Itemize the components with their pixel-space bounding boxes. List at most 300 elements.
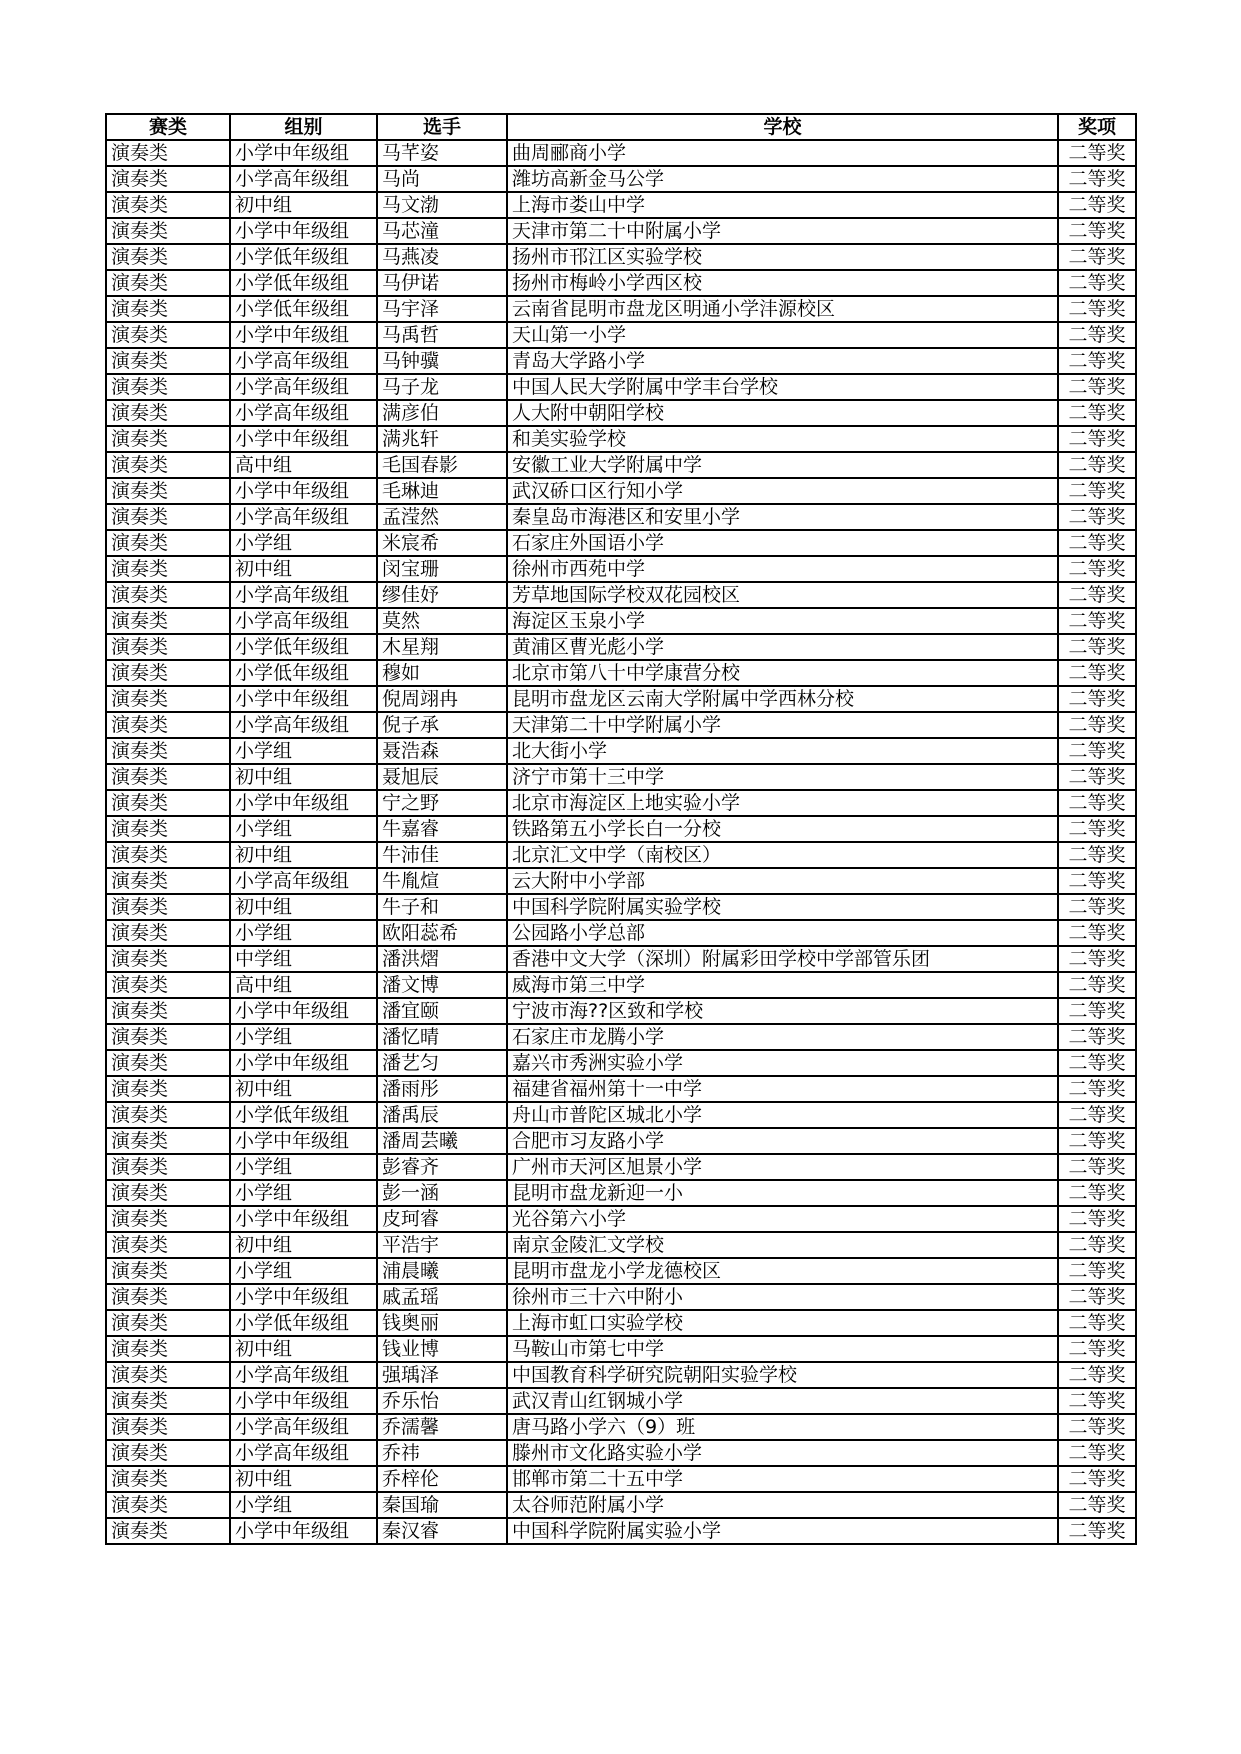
cell-category: 演奏类: [106, 348, 230, 374]
cell-school: 黄浦区曹光彪小学: [507, 634, 1058, 660]
cell-group: 初中组: [230, 1232, 377, 1258]
cell-category: 演奏类: [106, 1310, 230, 1336]
cell-category: 演奏类: [106, 738, 230, 764]
cell-player: 乔濡馨: [377, 1414, 507, 1440]
table-row: [106, 1232, 1136, 1258]
cell-category: 演奏类: [106, 296, 230, 322]
cell-player: 马伊诺: [377, 270, 507, 296]
cell-group: 小学中年级组: [230, 998, 377, 1024]
cell-award: 二等奖: [1058, 400, 1136, 426]
cell-school: 人大附中朝阳学校: [507, 400, 1058, 426]
table-row: [106, 1466, 1136, 1492]
cell-school: 嘉兴市秀洲实验小学: [507, 1050, 1058, 1076]
cell-group: 小学高年级组: [230, 1362, 377, 1388]
cell-player: 马宇泽: [377, 296, 507, 322]
table-row: [106, 972, 1136, 998]
cell-school: 海淀区玉泉小学: [507, 608, 1058, 634]
cell-award: 二等奖: [1058, 348, 1136, 374]
cell-school: 邯郸市第二十五中学: [507, 1466, 1058, 1492]
cell-group: 小学高年级组: [230, 166, 377, 192]
cell-group: 小学组: [230, 1154, 377, 1180]
cell-category: 演奏类: [106, 244, 230, 270]
cell-award: 二等奖: [1058, 790, 1136, 816]
cell-category: 演奏类: [106, 478, 230, 504]
header-player: 选手: [377, 114, 507, 140]
cell-player: 莫然: [377, 608, 507, 634]
table-row: [106, 582, 1136, 608]
cell-player: 乔祎: [377, 1440, 507, 1466]
table-row: [106, 764, 1136, 790]
cell-award: 二等奖: [1058, 582, 1136, 608]
cell-school: 滕州市文化路实验小学: [507, 1440, 1058, 1466]
cell-school: 北大街小学: [507, 738, 1058, 764]
cell-player: 聂旭辰: [377, 764, 507, 790]
cell-category: 演奏类: [106, 1128, 230, 1154]
cell-school: 上海市娄山中学: [507, 192, 1058, 218]
cell-school: 北京汇文中学（南校区）: [507, 842, 1058, 868]
cell-category: 演奏类: [106, 556, 230, 582]
cell-award: 二等奖: [1058, 426, 1136, 452]
cell-group: 小学中年级组: [230, 426, 377, 452]
cell-award: 二等奖: [1058, 1258, 1136, 1284]
cell-category: 演奏类: [106, 686, 230, 712]
cell-group: 小学低年级组: [230, 660, 377, 686]
cell-group: 小学低年级组: [230, 296, 377, 322]
table-row: [106, 1414, 1136, 1440]
table-row: [106, 296, 1136, 322]
cell-player: 马钟骥: [377, 348, 507, 374]
cell-award: 二等奖: [1058, 634, 1136, 660]
cell-category: 演奏类: [106, 1258, 230, 1284]
cell-category: 演奏类: [106, 1336, 230, 1362]
cell-player: 倪周翊冉: [377, 686, 507, 712]
table-row: [106, 998, 1136, 1024]
cell-player: 戚孟瑶: [377, 1284, 507, 1310]
cell-category: 演奏类: [106, 1154, 230, 1180]
cell-group: 小学组: [230, 738, 377, 764]
table-row: [106, 712, 1136, 738]
table-row: [106, 166, 1136, 192]
cell-award: 二等奖: [1058, 1128, 1136, 1154]
table-row: [106, 1388, 1136, 1414]
cell-group: 小学组: [230, 1258, 377, 1284]
table-row: [106, 504, 1136, 530]
cell-group: 初中组: [230, 556, 377, 582]
cell-school: 中国科学院附属实验学校: [507, 894, 1058, 920]
cell-player: 强瑀泽: [377, 1362, 507, 1388]
table-row: [106, 1258, 1136, 1284]
cell-category: 演奏类: [106, 322, 230, 348]
cell-school: 潍坊高新金马公学: [507, 166, 1058, 192]
cell-player: 平浩宇: [377, 1232, 507, 1258]
cell-group: 小学低年级组: [230, 1102, 377, 1128]
cell-category: 演奏类: [106, 1206, 230, 1232]
table-row: [106, 894, 1136, 920]
header-group: 组别: [230, 114, 377, 140]
cell-group: 初中组: [230, 894, 377, 920]
cell-award: 二等奖: [1058, 660, 1136, 686]
cell-school: 唐马路小学六（9）班: [507, 1414, 1058, 1440]
cell-group: 小学低年级组: [230, 270, 377, 296]
cell-school: 北京市第八十中学康营分校: [507, 660, 1058, 686]
cell-category: 演奏类: [106, 400, 230, 426]
table-row: [106, 400, 1136, 426]
table-row: [106, 1050, 1136, 1076]
cell-player: 孟滢然: [377, 504, 507, 530]
cell-school: 云大附中小学部: [507, 868, 1058, 894]
cell-player: 米宸希: [377, 530, 507, 556]
cell-category: 演奏类: [106, 816, 230, 842]
cell-player: 倪子承: [377, 712, 507, 738]
table-row: [106, 322, 1136, 348]
cell-school: 天津市第二十中附属小学: [507, 218, 1058, 244]
cell-group: 小学高年级组: [230, 374, 377, 400]
cell-player: 牛胤煊: [377, 868, 507, 894]
table-row: [106, 1336, 1136, 1362]
table-row: [106, 1102, 1136, 1128]
table-row: [106, 1518, 1136, 1544]
cell-school: 秦皇岛市海港区和安里小学: [507, 504, 1058, 530]
cell-player: 马尚: [377, 166, 507, 192]
cell-school: 福建省福州第十一中学: [507, 1076, 1058, 1102]
cell-group: 小学高年级组: [230, 1414, 377, 1440]
table-row: [106, 426, 1136, 452]
cell-player: 马文渤: [377, 192, 507, 218]
cell-group: 初中组: [230, 1336, 377, 1362]
cell-player: 潘雨彤: [377, 1076, 507, 1102]
cell-player: 闵宝珊: [377, 556, 507, 582]
cell-award: 二等奖: [1058, 244, 1136, 270]
cell-school: 青岛大学路小学: [507, 348, 1058, 374]
cell-group: 中学组: [230, 946, 377, 972]
cell-player: 潘洪熠: [377, 946, 507, 972]
cell-group: 小学低年级组: [230, 244, 377, 270]
table-row: [106, 1206, 1136, 1232]
cell-school: 昆明市盘龙小学龙德校区: [507, 1258, 1058, 1284]
cell-school: 天山第一小学: [507, 322, 1058, 348]
cell-group: 小学低年级组: [230, 1310, 377, 1336]
cell-category: 演奏类: [106, 972, 230, 998]
cell-category: 演奏类: [106, 998, 230, 1024]
cell-group: 小学组: [230, 1024, 377, 1050]
cell-category: 演奏类: [106, 1180, 230, 1206]
cell-award: 二等奖: [1058, 816, 1136, 842]
cell-award: 二等奖: [1058, 1206, 1136, 1232]
cell-school: 威海市第三中学: [507, 972, 1058, 998]
cell-school: 曲周郦商小学: [507, 140, 1058, 166]
cell-player: 皮珂睿: [377, 1206, 507, 1232]
table-row: [106, 1180, 1136, 1206]
cell-award: 二等奖: [1058, 1232, 1136, 1258]
cell-school: 铁路第五小学长白一分校: [507, 816, 1058, 842]
cell-school: 徐州市西苑中学: [507, 556, 1058, 582]
cell-group: 小学组: [230, 1180, 377, 1206]
cell-category: 演奏类: [106, 192, 230, 218]
cell-award: 二等奖: [1058, 1440, 1136, 1466]
cell-award: 二等奖: [1058, 140, 1136, 166]
cell-player: 彭一涵: [377, 1180, 507, 1206]
table-row: [106, 1362, 1136, 1388]
cell-group: 小学中年级组: [230, 1388, 377, 1414]
cell-award: 二等奖: [1058, 1024, 1136, 1050]
table-row: [106, 816, 1136, 842]
cell-award: 二等奖: [1058, 868, 1136, 894]
cell-category: 演奏类: [106, 452, 230, 478]
cell-group: 小学中年级组: [230, 1284, 377, 1310]
cell-award: 二等奖: [1058, 296, 1136, 322]
cell-award: 二等奖: [1058, 1362, 1136, 1388]
cell-group: 小学高年级组: [230, 608, 377, 634]
cell-category: 演奏类: [106, 920, 230, 946]
cell-category: 演奏类: [106, 868, 230, 894]
cell-award: 二等奖: [1058, 1518, 1136, 1544]
table-row: [106, 374, 1136, 400]
cell-group: 小学中年级组: [230, 218, 377, 244]
table-row: [106, 1440, 1136, 1466]
cell-category: 演奏类: [106, 166, 230, 192]
cell-player: 聂浩森: [377, 738, 507, 764]
cell-award: 二等奖: [1058, 1050, 1136, 1076]
cell-award: 二等奖: [1058, 1180, 1136, 1206]
cell-award: 二等奖: [1058, 712, 1136, 738]
cell-school: 南京金陵汇文学校: [507, 1232, 1058, 1258]
cell-group: 小学中年级组: [230, 1206, 377, 1232]
cell-category: 演奏类: [106, 1518, 230, 1544]
table-row: [106, 218, 1136, 244]
cell-category: 演奏类: [106, 582, 230, 608]
cell-category: 演奏类: [106, 504, 230, 530]
cell-category: 演奏类: [106, 374, 230, 400]
table-row: [106, 946, 1136, 972]
cell-award: 二等奖: [1058, 972, 1136, 998]
cell-player: 乔乐怡: [377, 1388, 507, 1414]
cell-award: 二等奖: [1058, 1076, 1136, 1102]
cell-category: 演奏类: [106, 1466, 230, 1492]
cell-group: 小学高年级组: [230, 868, 377, 894]
cell-group: 高中组: [230, 452, 377, 478]
cell-player: 穆如: [377, 660, 507, 686]
cell-group: 小学高年级组: [230, 504, 377, 530]
cell-category: 演奏类: [106, 1492, 230, 1518]
cell-school: 天津第二十中学附属小学: [507, 712, 1058, 738]
cell-group: 小学组: [230, 530, 377, 556]
cell-group: 初中组: [230, 842, 377, 868]
cell-category: 演奏类: [106, 140, 230, 166]
cell-school: 石家庄市龙腾小学: [507, 1024, 1058, 1050]
cell-player: 宁之野: [377, 790, 507, 816]
cell-school: 徐州市三十六中附小: [507, 1284, 1058, 1310]
cell-school: 济宁市第十三中学: [507, 764, 1058, 790]
cell-category: 演奏类: [106, 608, 230, 634]
cell-award: 二等奖: [1058, 738, 1136, 764]
cell-group: 小学中年级组: [230, 1128, 377, 1154]
cell-category: 演奏类: [106, 218, 230, 244]
cell-group: 小学中年级组: [230, 790, 377, 816]
cell-group: 初中组: [230, 764, 377, 790]
cell-school: 昆明市盘龙新迎一小: [507, 1180, 1058, 1206]
cell-category: 演奏类: [106, 530, 230, 556]
cell-player: 浦晨曦: [377, 1258, 507, 1284]
cell-player: 秦国瑜: [377, 1492, 507, 1518]
cell-player: 潘忆晴: [377, 1024, 507, 1050]
cell-player: 满彦伯: [377, 400, 507, 426]
table-row: [106, 1128, 1136, 1154]
cell-award: 二等奖: [1058, 1102, 1136, 1128]
cell-school: 光谷第六小学: [507, 1206, 1058, 1232]
cell-school: 昆明市盘龙区云南大学附属中学西林分校: [507, 686, 1058, 712]
cell-school: 中国教育科学研究院朝阳实验学校: [507, 1362, 1058, 1388]
table-row: [106, 244, 1136, 270]
cell-player: 牛沛佳: [377, 842, 507, 868]
cell-player: 缪佳妤: [377, 582, 507, 608]
cell-award: 二等奖: [1058, 1284, 1136, 1310]
cell-group: 小学高年级组: [230, 400, 377, 426]
cell-group: 小学中年级组: [230, 478, 377, 504]
cell-player: 马禹哲: [377, 322, 507, 348]
cell-category: 演奏类: [106, 1414, 230, 1440]
cell-player: 彭睿齐: [377, 1154, 507, 1180]
cell-award: 二等奖: [1058, 608, 1136, 634]
cell-category: 演奏类: [106, 270, 230, 296]
cell-category: 演奏类: [106, 1102, 230, 1128]
header-row: [106, 114, 1136, 140]
cell-award: 二等奖: [1058, 452, 1136, 478]
cell-award: 二等奖: [1058, 1492, 1136, 1518]
cell-award: 二等奖: [1058, 374, 1136, 400]
header-award: 奖项: [1058, 114, 1136, 140]
cell-group: 小学中年级组: [230, 686, 377, 712]
cell-award: 二等奖: [1058, 218, 1136, 244]
cell-category: 演奏类: [106, 894, 230, 920]
cell-group: 高中组: [230, 972, 377, 998]
table-row: [106, 1284, 1136, 1310]
cell-school: 武汉硚口区行知小学: [507, 478, 1058, 504]
cell-player: 马芯潼: [377, 218, 507, 244]
cell-award: 二等奖: [1058, 270, 1136, 296]
table-row: [106, 348, 1136, 374]
cell-group: 初中组: [230, 1466, 377, 1492]
cell-category: 演奏类: [106, 1050, 230, 1076]
cell-award: 二等奖: [1058, 1310, 1136, 1336]
cell-award: 二等奖: [1058, 1466, 1136, 1492]
cell-player: 潘周芸曦: [377, 1128, 507, 1154]
cell-category: 演奏类: [106, 1362, 230, 1388]
cell-school: 安徽工业大学附属中学: [507, 452, 1058, 478]
cell-player: 潘文博: [377, 972, 507, 998]
cell-school: 合肥市习友路小学: [507, 1128, 1058, 1154]
cell-group: 小学中年级组: [230, 322, 377, 348]
cell-school: 云南省昆明市盘龙区明通小学沣源校区: [507, 296, 1058, 322]
cell-award: 二等奖: [1058, 192, 1136, 218]
cell-category: 演奏类: [106, 426, 230, 452]
table-row: [106, 1310, 1136, 1336]
table-row: [106, 920, 1136, 946]
cell-group: 小学高年级组: [230, 348, 377, 374]
cell-player: 钱奥丽: [377, 1310, 507, 1336]
cell-category: 演奏类: [106, 1232, 230, 1258]
cell-award: 二等奖: [1058, 1154, 1136, 1180]
cell-category: 演奏类: [106, 842, 230, 868]
cell-school: 香港中文大学（深圳）附属彩田学校中学部管乐团: [507, 946, 1058, 972]
cell-award: 二等奖: [1058, 764, 1136, 790]
cell-award: 二等奖: [1058, 894, 1136, 920]
table-row: [106, 478, 1136, 504]
cell-player: 牛嘉睿: [377, 816, 507, 842]
cell-school: 和美实验学校: [507, 426, 1058, 452]
cell-school: 扬州市梅岭小学西区校: [507, 270, 1058, 296]
cell-player: 满兆轩: [377, 426, 507, 452]
cell-award: 二等奖: [1058, 322, 1136, 348]
cell-award: 二等奖: [1058, 530, 1136, 556]
cell-award: 二等奖: [1058, 556, 1136, 582]
table-row: [106, 530, 1136, 556]
table-row: [106, 686, 1136, 712]
table-row: [106, 1154, 1136, 1180]
header-category: 赛类: [106, 114, 230, 140]
table-row: [106, 556, 1136, 582]
table-row: [106, 738, 1136, 764]
cell-school: 上海市虹口实验学校: [507, 1310, 1058, 1336]
cell-player: 钱业博: [377, 1336, 507, 1362]
cell-category: 演奏类: [106, 1024, 230, 1050]
table-row: [106, 868, 1136, 894]
cell-group: 小学高年级组: [230, 1440, 377, 1466]
table-row: [106, 270, 1136, 296]
cell-category: 演奏类: [106, 660, 230, 686]
cell-award: 二等奖: [1058, 998, 1136, 1024]
cell-player: 潘艺匀: [377, 1050, 507, 1076]
cell-school: 中国人民大学附属中学丰台学校: [507, 374, 1058, 400]
table-row: [106, 452, 1136, 478]
cell-player: 马燕凌: [377, 244, 507, 270]
cell-player: 潘宜颐: [377, 998, 507, 1024]
cell-award: 二等奖: [1058, 166, 1136, 192]
cell-group: 小学低年级组: [230, 634, 377, 660]
cell-school: 扬州市邗江区实验学校: [507, 244, 1058, 270]
cell-player: 欧阳蕊希: [377, 920, 507, 946]
cell-group: 小学高年级组: [230, 582, 377, 608]
cell-school: 舟山市普陀区城北小学: [507, 1102, 1058, 1128]
cell-group: 小学组: [230, 816, 377, 842]
cell-player: 潘禹辰: [377, 1102, 507, 1128]
cell-school: 马鞍山市第七中学: [507, 1336, 1058, 1362]
cell-award: 二等奖: [1058, 920, 1136, 946]
cell-category: 演奏类: [106, 946, 230, 972]
cell-category: 演奏类: [106, 634, 230, 660]
cell-player: 牛子和: [377, 894, 507, 920]
cell-school: 石家庄外国语小学: [507, 530, 1058, 556]
cell-group: 初中组: [230, 192, 377, 218]
table-row: [106, 192, 1136, 218]
cell-award: 二等奖: [1058, 1336, 1136, 1362]
cell-group: 初中组: [230, 1076, 377, 1102]
cell-group: 小学高年级组: [230, 712, 377, 738]
cell-award: 二等奖: [1058, 686, 1136, 712]
cell-group: 小学中年级组: [230, 1050, 377, 1076]
cell-player: 乔梓伦: [377, 1466, 507, 1492]
cell-category: 演奏类: [106, 1284, 230, 1310]
table-row: [106, 842, 1136, 868]
cell-group: 小学中年级组: [230, 1518, 377, 1544]
cell-school: 公园路小学总部: [507, 920, 1058, 946]
cell-school: 广州市天河区旭景小学: [507, 1154, 1058, 1180]
cell-category: 演奏类: [106, 764, 230, 790]
cell-school: 北京市海淀区上地实验小学: [507, 790, 1058, 816]
cell-school: 芳草地国际学校双花园校区: [507, 582, 1058, 608]
table-row: [106, 1492, 1136, 1518]
cell-group: 小学组: [230, 920, 377, 946]
cell-category: 演奏类: [106, 1440, 230, 1466]
